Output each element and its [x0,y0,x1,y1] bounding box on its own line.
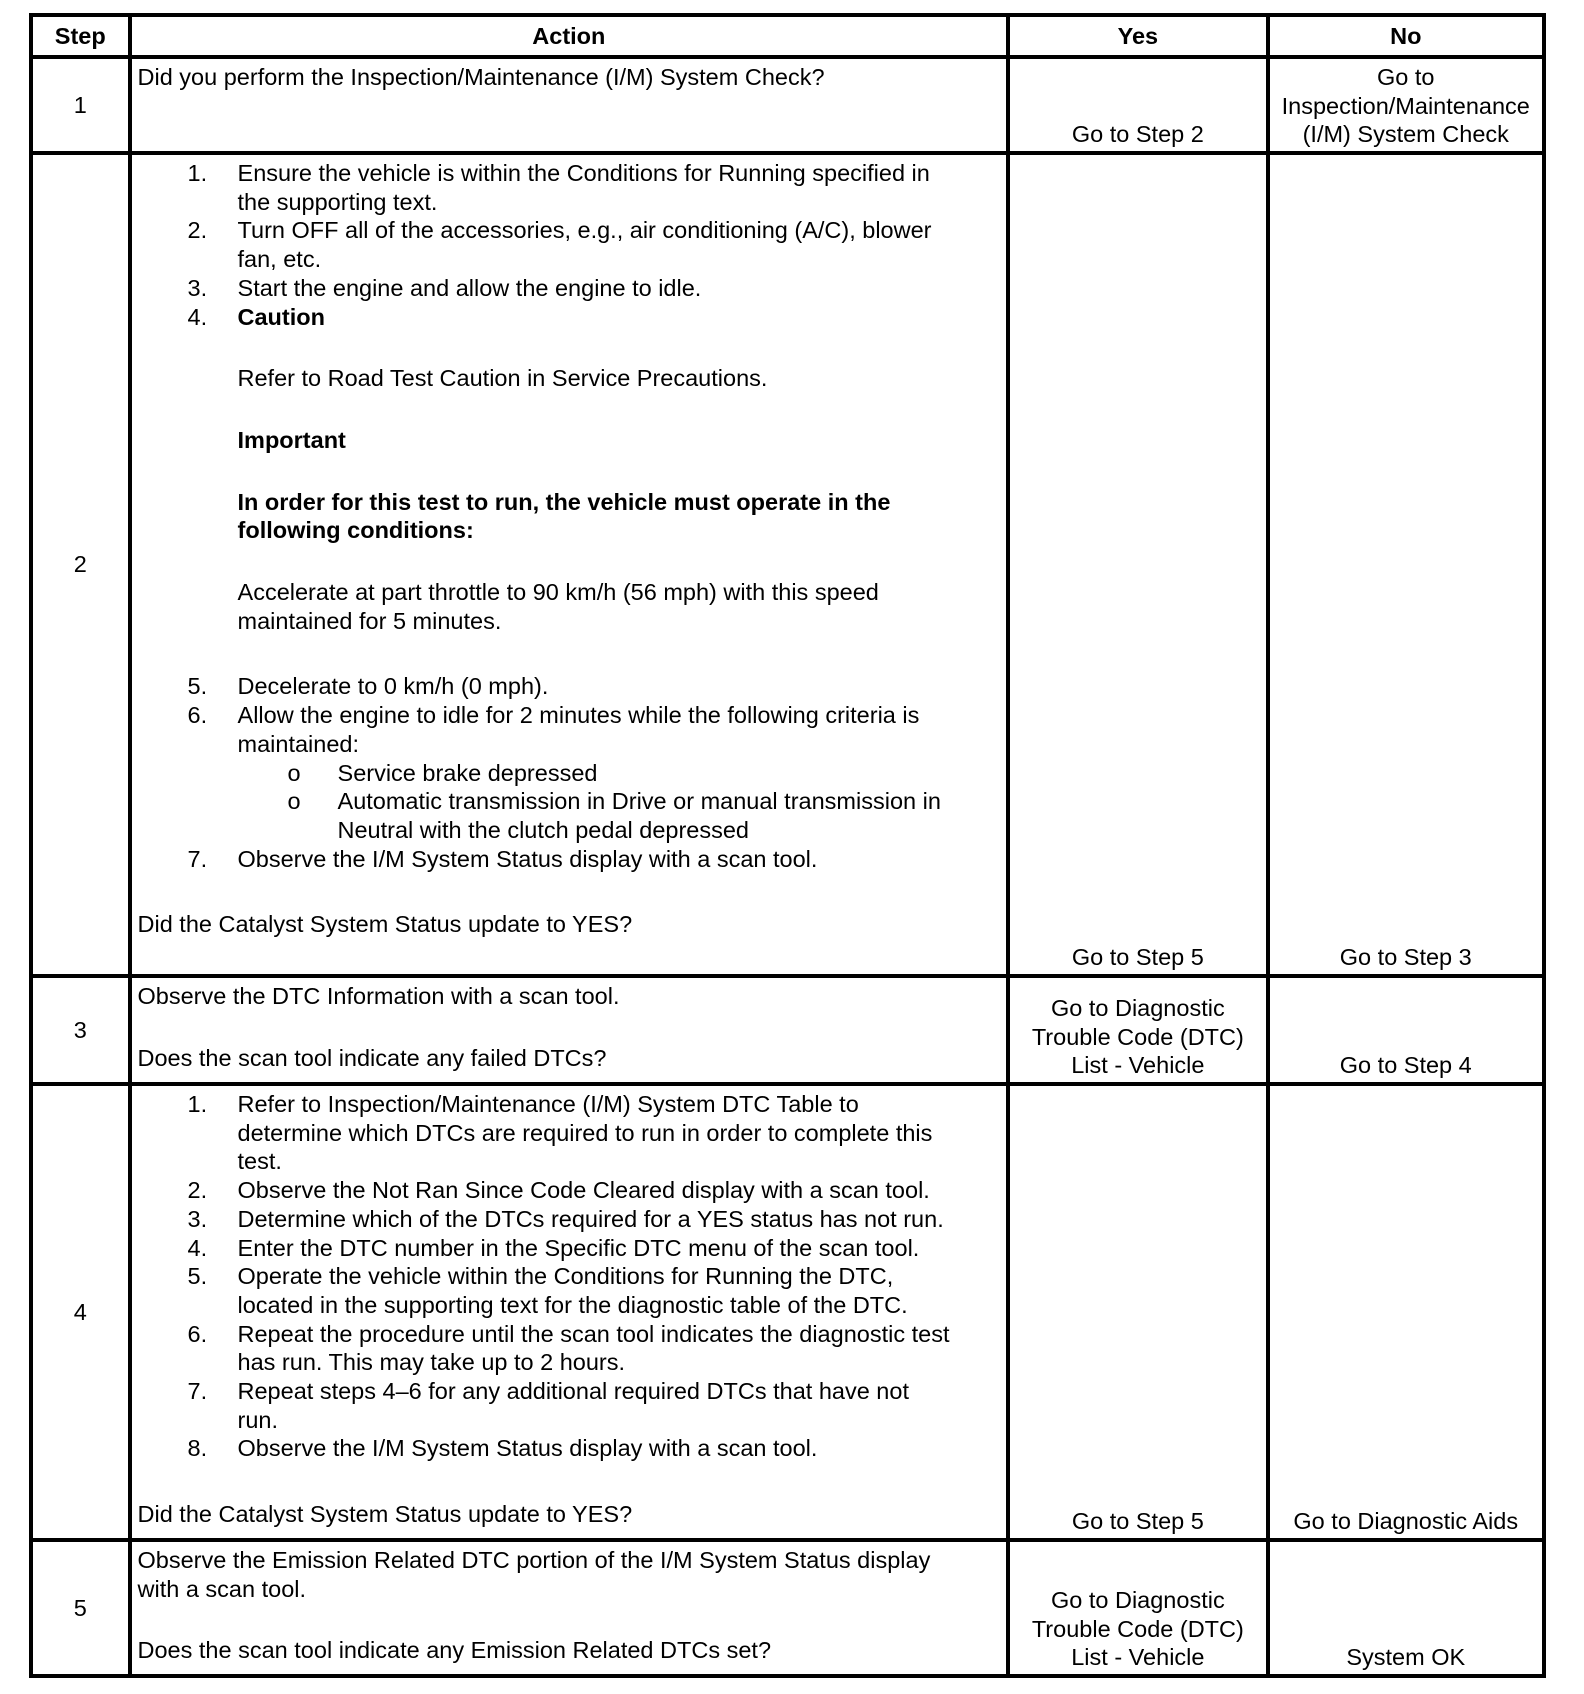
important-label: Important [237,426,346,453]
diagnostic-table [29,13,1546,1678]
header-action: Action [130,15,1009,57]
item-text: fan, etc. [237,246,322,273]
table-row [31,1540,1544,1676]
list-item [138,1377,1001,1434]
question-text: Did the Catalyst System Status update to YES? [137,911,633,938]
no-line: (I/M) System Check [1302,121,1509,148]
caution-label: Caution [237,303,325,330]
action-cell [130,976,1009,1084]
item-text: Refer to Inspection/Maintenance (I/M) System DTC Table to [237,1091,859,1117]
accelerate-text [138,578,1001,635]
caution-text: Refer to Road Test Caution in Service Precautions. [237,365,768,392]
yes-line: Trouble Code (DTC) [1031,1023,1244,1050]
item-number: 8. [187,1435,208,1462]
item-number: 6. [187,1320,208,1347]
list-item [138,159,1001,216]
list-item [138,1262,1001,1319]
procedure-list [138,672,1001,873]
no-line: Inspection/Maintenance [1281,92,1530,119]
accelerate-line: Accelerate at part throttle to 90 km/h (56 mph) with this speed [237,579,879,606]
item-text: Observe the Not Ran Since Code Cleared display with a scan tool. [237,1177,930,1204]
circle-bullet-icon: o [287,759,301,786]
list-item [138,1434,1001,1463]
criteria-list [238,759,1001,845]
item-number: 5. [187,1263,208,1290]
yes-result [1008,976,1267,1084]
criteria-text: Service brake depressed [337,759,598,786]
action-cell [130,1084,1009,1540]
item-text: Operate the vehicle within the Conditions for Running the DTC, [237,1263,894,1290]
item-text: Observe the I/M System Status display with a scan tool. [237,845,818,872]
question-text: Did the Catalyst System Status update to YES? [137,1501,633,1528]
action-cell [130,1540,1009,1676]
item-number: 3. [187,274,208,301]
item-text: test. [237,1148,282,1175]
criteria-text: Neutral with the clutch pedal depressed [337,816,750,843]
action-text: Observe the DTC Information with a scan tool. [137,983,620,1009]
step-number: 4 [31,1084,130,1540]
table-row [31,976,1544,1084]
item-text: Decelerate to 0 km/h (0 mph). [237,673,549,700]
item-text: Observe the I/M System Status display with a scan tool. [237,1435,818,1462]
list-item [138,1176,1001,1205]
step-number: 3 [31,976,130,1084]
item-number: 2. [187,217,208,244]
question-text: Did you perform the Inspection/Maintenance (I/M) System Check? [137,64,825,90]
yes-line: Go to Diagnostic [1050,994,1225,1021]
item-number: 1. [187,160,208,186]
list-item [138,672,1001,701]
item-text: located in the supporting text for the diagnostic table of the DTC. [237,1291,908,1318]
item-number: 3. [187,1205,208,1232]
header-step: Step [31,15,130,57]
list-item [138,274,1001,303]
action-line: with a scan tool. [137,1575,307,1602]
no-result: System OK [1268,1540,1544,1676]
important-line: In order for this test to run, the vehicle must operate in the [237,488,891,515]
action-cell [130,153,1009,976]
yes-line: Trouble Code (DTC) [1031,1615,1244,1642]
action-text [138,1546,1001,1603]
list-item [138,1090,1001,1176]
item-text: determine which DTCs are required to run in order to complete this [237,1119,933,1146]
yes-line: List - Vehicle [1071,1052,1205,1079]
item-text: Turn OFF all of the accessories, e.g., air conditioning (A/C), blower [237,217,932,244]
item-text: Repeat the procedure until the scan tool indicates the diagnostic test [237,1320,950,1347]
table-row [31,57,1544,153]
step-number: 2 [31,153,130,976]
header-yes: Yes [1008,15,1267,57]
item-number: 7. [187,1378,208,1405]
action-cell [130,57,1009,153]
no-result: Go to Step 3 [1268,153,1544,976]
item-text: Ensure the vehicle is within the Conditions for Running specified in [237,160,930,186]
list-item [138,303,1001,332]
item-number: 6. [187,702,208,729]
item-number: 4. [187,1234,208,1261]
no-line: Go to [1377,64,1435,90]
yes-result: Go to Step 5 [1008,153,1267,976]
no-result: Go to Step 4 [1268,976,1544,1084]
item-text: Repeat steps 4–6 for any additional required DTCs that have not [237,1378,909,1405]
header-row [31,15,1544,57]
item-number: 7. [187,845,208,872]
list-item [138,1205,1001,1234]
criteria-item [238,759,1001,788]
item-text: Allow the engine to idle for 2 minutes while the following criteria is [237,702,920,729]
item-text: the supporting text. [237,188,438,215]
procedure-list [138,1090,1001,1463]
accelerate-line: maintained for 5 minutes. [237,607,502,634]
circle-bullet-icon: o [287,788,301,815]
procedure-list [138,159,1001,331]
item-text: maintained: [237,730,360,757]
item-number: 1. [187,1091,208,1117]
list-item [138,216,1001,273]
action-line: Observe the Emission Related DTC portion of the I/M System Status display [137,1547,931,1573]
important-text [138,488,1001,545]
question-text: Does the scan tool indicate any Emission Related DTCs set? [137,1637,772,1664]
table-row [31,153,1544,976]
item-text: run. [237,1406,279,1433]
no-result [1268,57,1544,153]
item-number: 2. [187,1177,208,1204]
list-item [138,1234,1001,1263]
item-text: Determine which of the DTCs required for a YES status has not run. [237,1205,944,1232]
question-text: Does the scan tool indicate any failed DTCs? [137,1044,607,1071]
item-text: has run. This may take up to 2 hours. [237,1349,626,1376]
yes-line: Go to Diagnostic [1050,1586,1225,1613]
item-number: 4. [187,303,208,330]
item-text: Start the engine and allow the engine to idle. [237,274,702,301]
item-number: 5. [187,673,208,700]
yes-result: Go to Step 2 [1008,57,1267,153]
yes-result [1008,1540,1267,1676]
yes-line: List - Vehicle [1071,1644,1205,1671]
step-number: 5 [31,1540,130,1676]
criteria-item [238,787,1001,844]
step-number: 1 [31,57,130,153]
yes-result: Go to Step 5 [1008,1084,1267,1540]
table-row [31,1084,1544,1540]
list-item [138,845,1001,874]
list-item [138,701,1001,845]
header-no: No [1268,15,1544,57]
item-text: Enter the DTC number in the Specific DTC menu of the scan tool. [237,1234,920,1261]
list-item [138,1320,1001,1377]
criteria-text: Automatic transmission in Drive or manual transmission in [337,788,941,815]
no-result: Go to Diagnostic Aids [1268,1084,1544,1540]
important-line: following conditions: [237,517,474,544]
